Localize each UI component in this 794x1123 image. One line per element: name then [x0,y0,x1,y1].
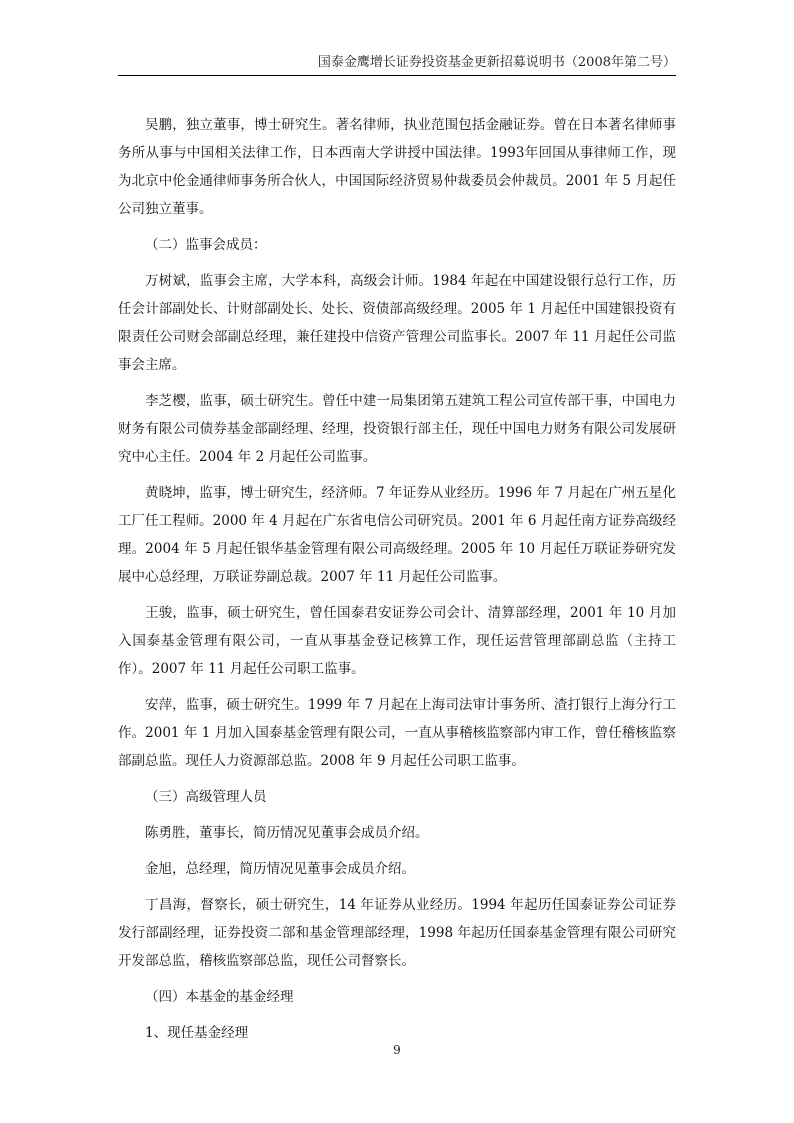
bio-jin-xu: 金旭，总经理，简历情况见董事会成员介绍。 [145,861,415,877]
header-divider [118,75,676,76]
bio-wan-shubin: 万树斌，监事会主席，大学本科，高级会计师。1984 年起在中国建设银行总行工作，历任会计部副处长、计财部副处长、处长、资债部高级经理。2005 年 1 月起任中国建银投资有限责任公司财会部副总经理，兼任建投中信资产管理公司监事长。2007 年 11 月起任公司监事会主席。 [118,273,676,373]
document-body [118,111,676,1055]
page-header [118,55,676,71]
section-supervisory-board: （二）监事会成员： [145,237,267,253]
bio-chen-yongsheng: 陈勇胜，董事长，简历情况见董事会成员介绍。 [145,825,429,841]
bio-li-zhiying: 李芝樱，监事，硕士研究生。曾任中建一局集团第五建筑工程公司宣传部干事，中国电力财务有限公司债券基金部副经理、经理，投资银行部主任，现任中国电力财务有限公司发展研究中心主任。2004 年 2 月起任公司监事。 [118,393,676,465]
bio-wang-jun: 王骏，监事，硕士研究生，曾任国泰君安证券公司会计、清算部经理，2001 年 10 月加入国泰基金管理有限公司，一直从事基金登记核算工作，现任运营管理部副总监（主持工作）。2007 年 11 月起任公司职工监事。 [118,605,676,677]
bio-wu-peng: 吴鹏，独立董事，博士研究生。著名律师，执业范围包括金融证券。曾在日本著名律师事务所从事与中国相关法律工作，日本西南大学讲授中国法律。1993年回国从事律师工作，现为北京中伦金通律师事务所合伙人，中国国际经济贸易仲裁委员会仲裁员。2001 年 5 月起任公司独立董事。 [118,117,676,217]
subsection-current-fund-manager: 1、现任基金经理 [145,1025,249,1041]
section-senior-management: （三）高级管理人员 [145,789,267,805]
bio-huang-xiaokun: 黄晓坤，监事，博士研究生，经济师。7 年证券从业经历。1996 年 7 月起在广州五星化工厂任工程师。2000 年 4 月起在广东省电信公司研究员。2001 年 6 月起任南方证券高级经理。2004 年 5 月起任银华基金管理有限公司高级经理。2005 年 10 月起任万联证券研究发展中心总经理，万联证券副总裁。2007 年 11 月起任公司监事。 [118,485,676,585]
document-title: 国泰金鹰增长证券投资基金更新招募说明书（2008年第二号） [317,55,676,70]
section-fund-managers: （四）本基金的基金经理 [145,989,294,1005]
bio-ding-changhai: 丁昌海，督察长，硕士研究生，14 年证券从业经历。1994 年起历任国泰证券公司证券发行部副经理，证券投资二部和基金管理部经理，1998 年起历任国泰基金管理有限公司研究开发部总监，稽核监察部总监，现任公司督察长。 [118,897,676,969]
bio-an-ping: 安萍，监事，硕士研究生。1999 年 7 月起在上海司法审计事务所、渣打银行上海分行工作。2001 年 1 月加入国泰基金管理有限公司，一直从事稽核监察部内审工作，曾任稽核监察部副总监。现任人力资源部总监。2008 年 9 月起任公司职工监事。 [118,697,676,769]
page-number: 9 [393,1043,401,1057]
